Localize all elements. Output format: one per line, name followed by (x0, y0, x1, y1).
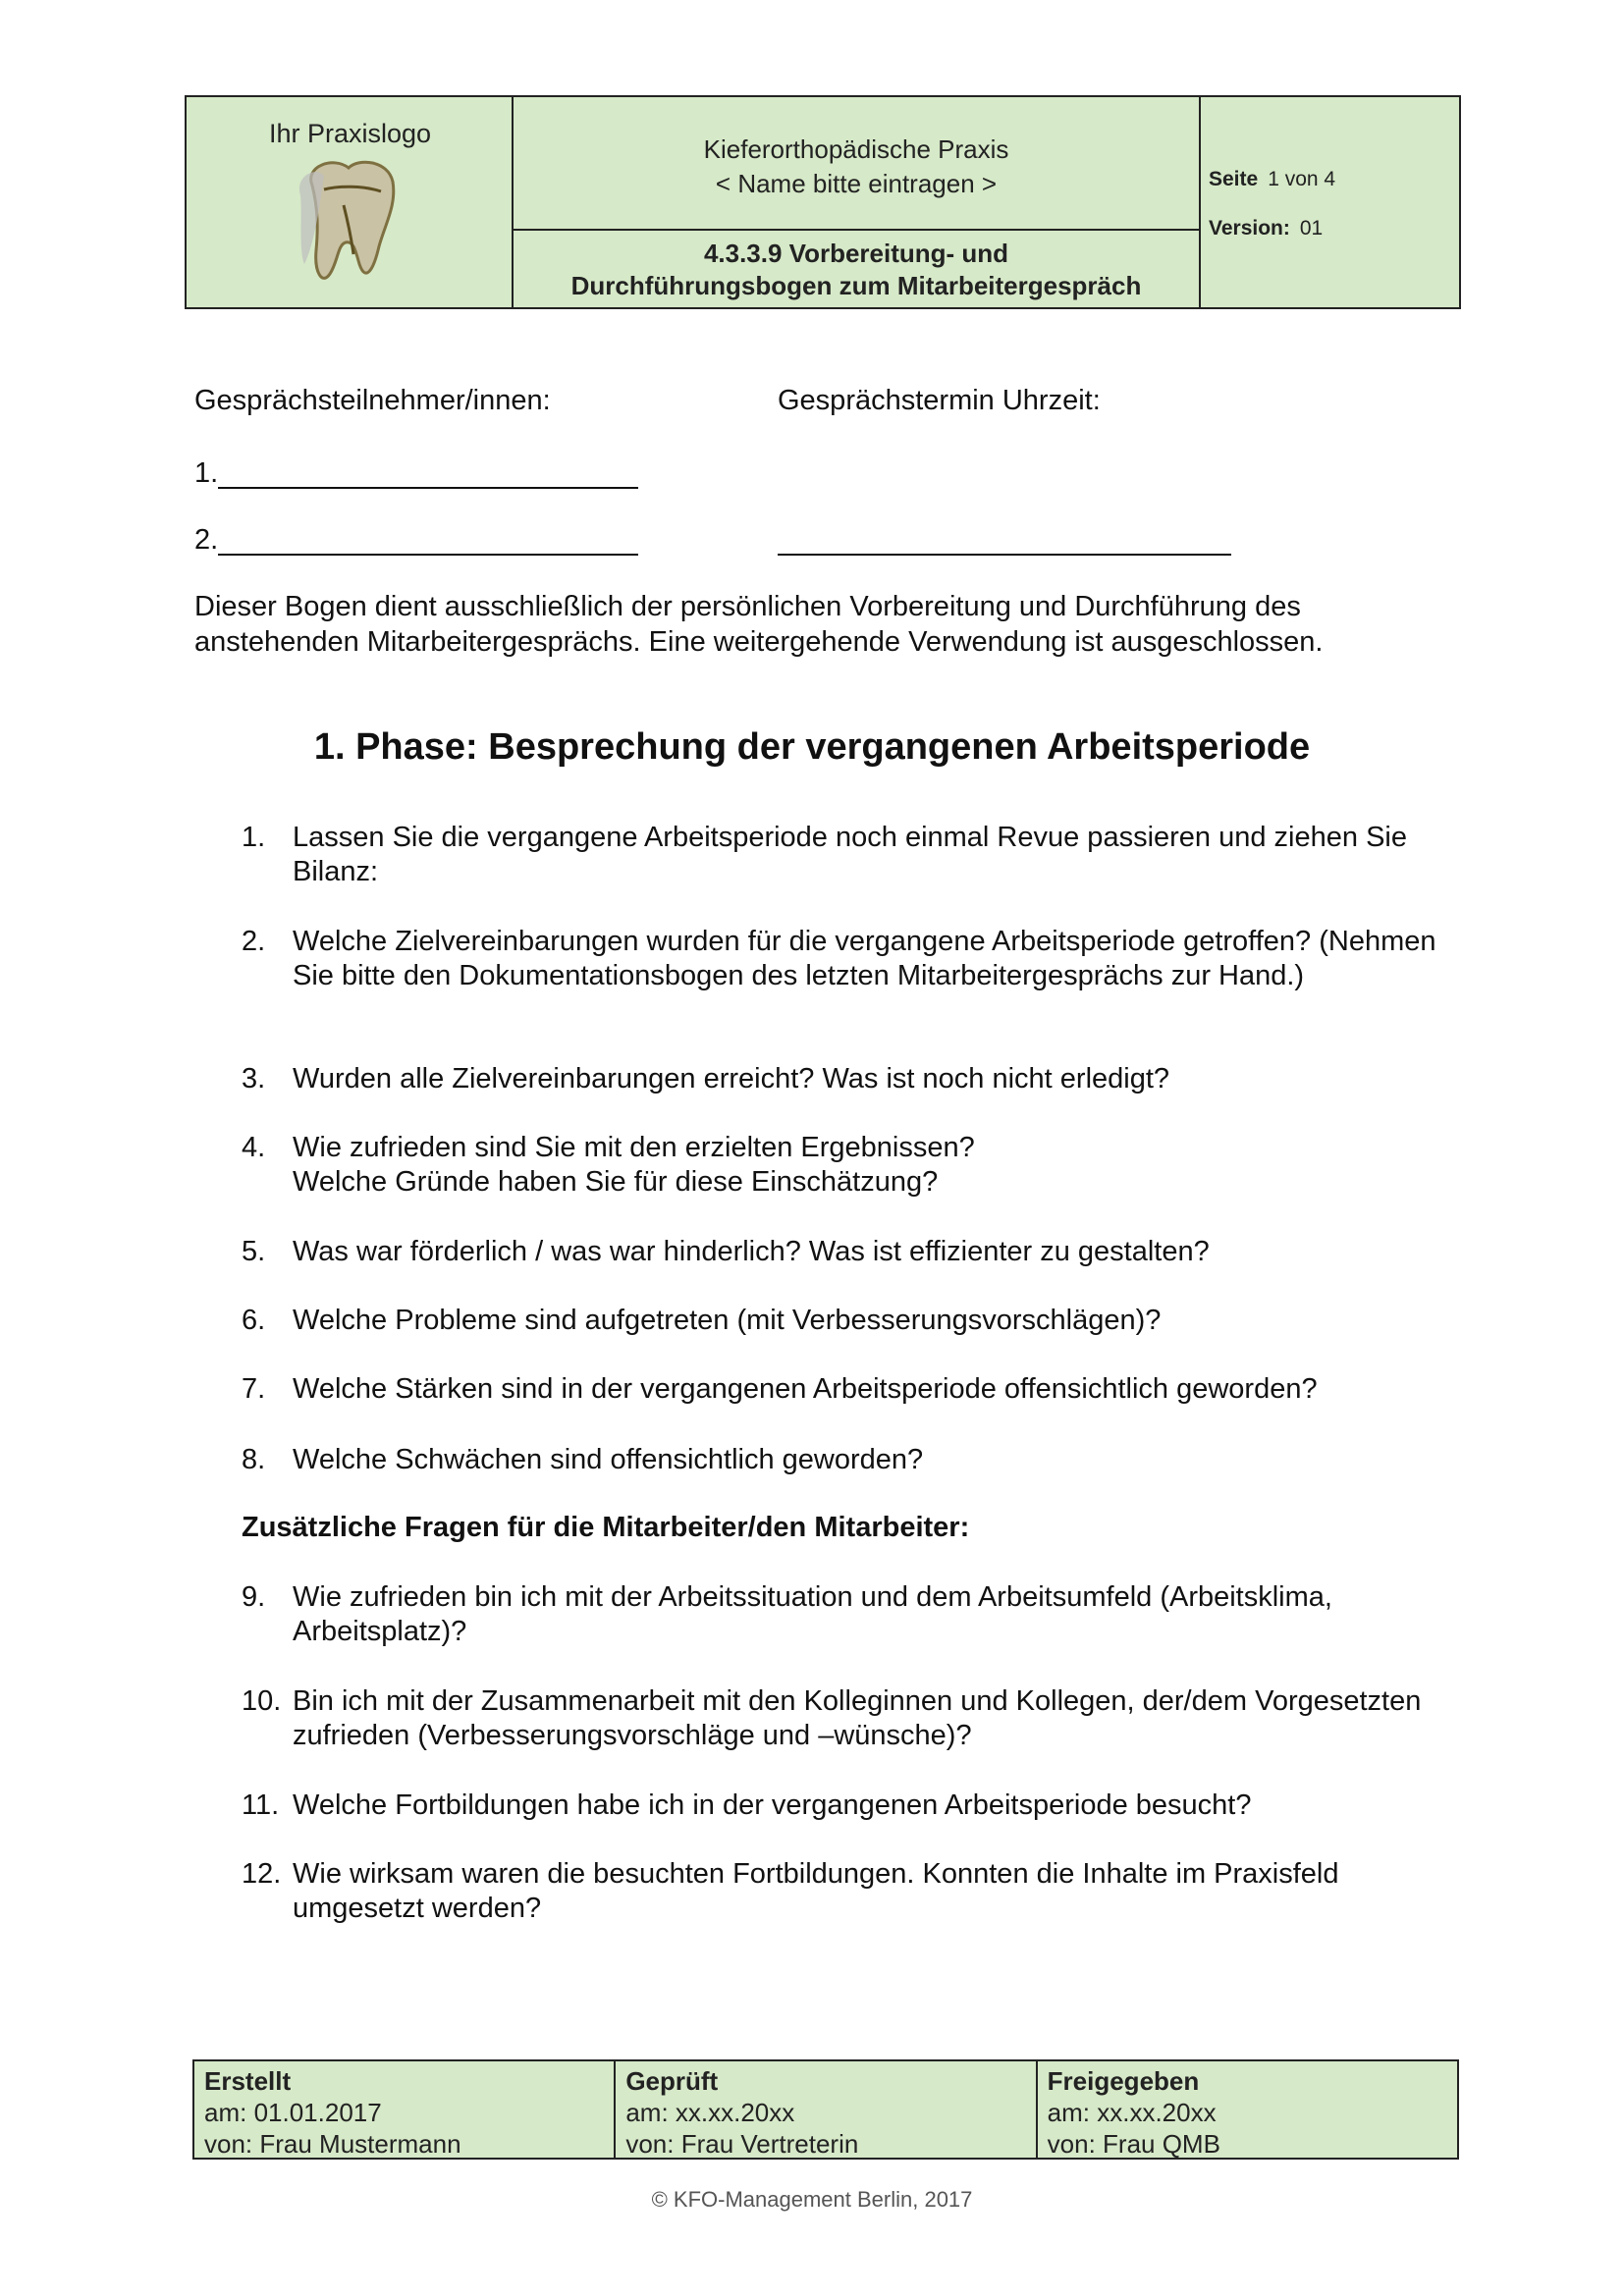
intro-paragraph: Dieser Bogen dient ausschließlich der persönlichen Vorbereitung und Durchführung des anstehenden Mitarbeitergesprächs. Eine weitergehende Verwendung ist ausgeschlossen. (194, 591, 1324, 658)
participant-1-label: 1. (194, 457, 219, 489)
logo-placeholder-text: Ihr Praxislogo (268, 119, 432, 148)
question-number: 8. (242, 1444, 266, 1475)
version-value: 01 (1299, 217, 1324, 240)
question-number: 9. (242, 1581, 266, 1613)
approved-by: von: Frau QMB (1047, 2129, 1220, 2159)
checked-heading: Geprüft (625, 2066, 719, 2096)
tooth-logo-icon (295, 156, 422, 294)
participant-2-label: 2. (194, 524, 219, 556)
question-text: Welche Schwächen sind offensichtlich geworden? (293, 1444, 924, 1475)
logo-cell (187, 97, 514, 307)
page-label: Seite (1209, 168, 1259, 190)
question-item (242, 1789, 1459, 1823)
question-number: 10. (242, 1685, 282, 1717)
question-text: Wie zufrieden sind Sie mit den erzielten Ergebnissen? Welche Gründe haben Sie für diese Einschätzung? (293, 1132, 975, 1198)
question-number: 5. (242, 1236, 266, 1267)
approval-table (192, 2059, 1459, 2160)
created-heading: Erstellt (204, 2066, 292, 2096)
question-text: Welche Stärken sind in der vergangenen Arbeitsperiode offensichtlich geworden? (293, 1373, 1318, 1405)
approved-date: am: xx.xx.20xx (1047, 2098, 1217, 2127)
version-label: Version: (1209, 217, 1290, 240)
approved-column (1036, 2061, 1457, 2158)
question-item (242, 925, 1459, 993)
question-number: 1. (242, 822, 266, 853)
approved-heading: Freigegeben (1047, 2066, 1200, 2096)
question-text: Bin ich mit der Zusammenarbeit mit den Kolleginnen und Kollegen, der/dem Vorgesetzten zufrieden (Verbesserungsvorschläge und –wünsche)? (293, 1685, 1422, 1751)
participants-label: Gesprächsteilnehmer/innen: (194, 385, 551, 416)
question-text: Wie zufrieden bin ich mit der Arbeitssituation und dem Arbeitsumfeld (Arbeitsklima, Arbeitsplatz)? (293, 1581, 1332, 1647)
document-title-cell (514, 231, 1201, 307)
question-number: 3. (242, 1063, 266, 1095)
copyright-notice: © KFO-Management Berlin, 2017 (651, 2187, 973, 2212)
phase-title: 1. Phase: Besprechung der vergangenen Arbeitsperiode (313, 726, 1311, 768)
question-item (242, 1131, 1459, 1200)
question-text: Welche Probleme sind aufgetreten (mit Verbesserungsvorschlägen)? (293, 1305, 1162, 1336)
created-column (194, 2061, 614, 2158)
question-item (242, 1857, 1459, 1926)
participant-1-field[interactable] (218, 487, 638, 489)
checked-date: am: xx.xx.20xx (625, 2098, 795, 2127)
appointment-field[interactable] (778, 554, 1231, 556)
question-number: 12. (242, 1858, 282, 1890)
header-table (185, 95, 1461, 309)
additional-questions-heading: Zusätzliche Fragen für die Mitarbeiter/den Mitarbeiter: (242, 1512, 970, 1543)
question-item (242, 1684, 1459, 1753)
created-by: von: Frau Mustermann (204, 2129, 461, 2159)
practice-name: Kieferorthopädische Praxis (703, 134, 1009, 164)
question-item (242, 1062, 1459, 1096)
created-date: am: 01.01.2017 (204, 2098, 382, 2127)
question-item (242, 1235, 1459, 1269)
question-text: Lassen Sie die vergangene Arbeitsperiode noch einmal Revue passieren und ziehen Sie Bilanz: (293, 822, 1407, 887)
practice-name-cell (514, 97, 1201, 231)
question-number: 11. (242, 1789, 280, 1821)
page-value: 1 von 4 (1268, 168, 1336, 190)
page-number (1209, 168, 1335, 191)
question-number: 2. (242, 926, 266, 957)
question-item (242, 1580, 1459, 1649)
question-item (242, 1304, 1459, 1338)
question-text: Welche Zielvereinbarungen wurden für die vergangene Arbeitsperiode getroffen? (Nehmen Sie bitte den Dokumentationsbogen des letzten Mitarbeitergesprächs zur Hand.) (293, 926, 1436, 991)
version-number (1209, 217, 1323, 240)
participant-2-field[interactable] (218, 554, 638, 556)
question-text: Wie wirksam waren die besuchten Fortbildungen. Konnten die Inhalte im Praxisfeld umgesetzt werden? (293, 1858, 1339, 1924)
question-text: Welche Fortbildungen habe ich in der vergangenen Arbeitsperiode besucht? (293, 1789, 1252, 1821)
checked-by: von: Frau Vertreterin (625, 2129, 859, 2159)
question-item (242, 1443, 1459, 1477)
question-number: 6. (242, 1305, 266, 1336)
document-title-line-2: Durchführungsbogen zum Mitarbeitergespräch (570, 271, 1142, 300)
document-title-line-1: 4.3.3.9 Vorbereitung- und (703, 239, 1009, 268)
appointment-label: Gesprächstermin Uhrzeit: (778, 385, 1101, 416)
question-number: 7. (242, 1373, 266, 1405)
practice-name-placeholder: < Name bitte eintragen > (715, 169, 998, 198)
question-item (242, 1372, 1459, 1407)
checked-column (614, 2061, 1035, 2158)
question-text: Wurden alle Zielvereinbarungen erreicht? Was ist noch nicht erledigt? (293, 1063, 1170, 1095)
question-number: 4. (242, 1132, 266, 1163)
question-text: Was war förderlich / was war hinderlich? Was ist effizienter zu gestalten? (293, 1236, 1210, 1267)
question-item (242, 821, 1459, 889)
document-meta-cell (1201, 97, 1459, 307)
